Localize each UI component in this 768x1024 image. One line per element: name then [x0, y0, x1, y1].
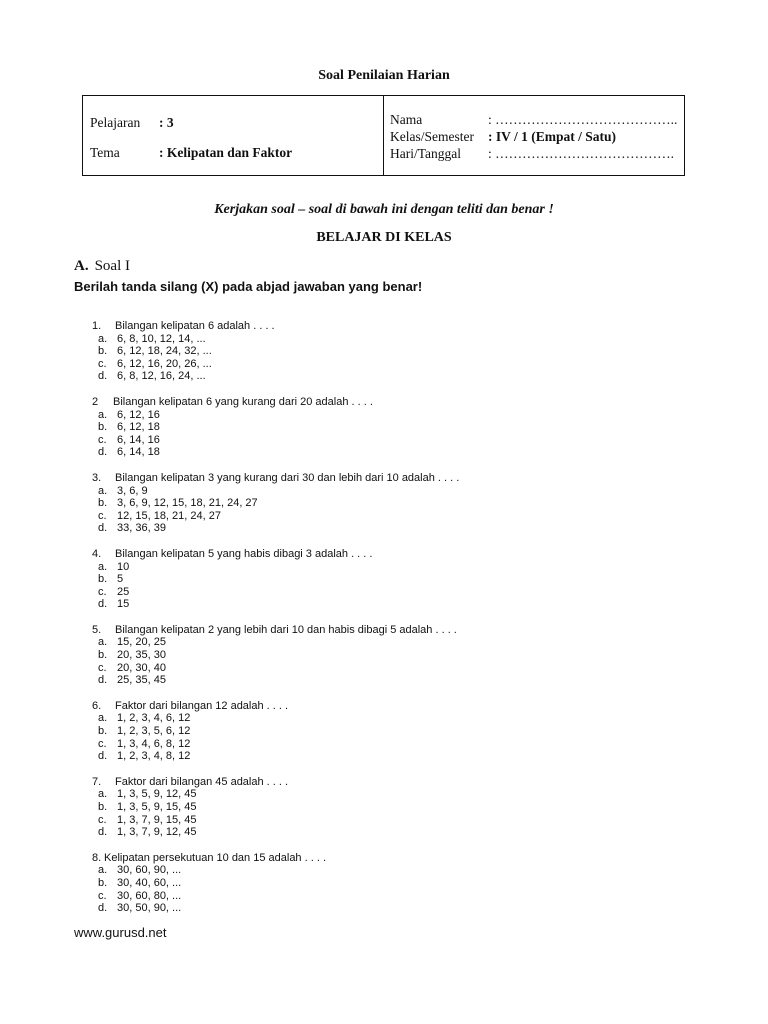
option-letter: d.	[98, 522, 108, 535]
answer-option[interactable]	[98, 434, 692, 447]
answer-option[interactable]	[98, 750, 692, 763]
question-text: Bilangan kelipatan 6 adalah . . . .	[115, 320, 275, 332]
question-line	[92, 548, 692, 561]
option-text: 30, 60, 80, ...	[117, 889, 182, 902]
answer-option[interactable]	[98, 890, 692, 903]
option-text: 1, 2, 3, 4, 6, 12	[117, 712, 191, 725]
question-text: Faktor dari bilangan 45 adalah . . . .	[115, 775, 289, 788]
answer-option[interactable]	[98, 370, 692, 383]
question-line	[92, 852, 692, 865]
option-text: 30, 60, 90, ...	[117, 864, 182, 877]
option-list	[98, 636, 692, 686]
option-letter: a.	[98, 864, 108, 877]
nama-value: : …………………………………..	[488, 112, 678, 127]
answer-option[interactable]	[98, 358, 692, 371]
answer-option[interactable]	[98, 801, 692, 814]
option-letter: b.	[98, 573, 108, 586]
subsection-heading	[74, 258, 130, 275]
option-list	[98, 333, 692, 383]
footer-url: www.gurusd.net	[74, 925, 167, 940]
option-letter: a.	[98, 788, 108, 801]
question-line	[92, 700, 692, 713]
option-text: 6, 12, 18	[117, 421, 160, 434]
subsection-label: Soal I	[94, 258, 131, 274]
option-letter: a.	[98, 408, 108, 421]
answer-option[interactable]	[98, 814, 692, 827]
answer-option[interactable]	[98, 662, 692, 675]
answer-option[interactable]	[98, 598, 692, 611]
option-letter: d.	[98, 750, 108, 763]
option-text: 30, 50, 90, ...	[117, 902, 182, 915]
question-text: Bilangan kelipatan 3 yang kurang dari 30 dan lebih dari 10 adalah . . . .	[115, 471, 460, 484]
question-number: 4.	[92, 547, 102, 560]
tema-row	[90, 145, 293, 161]
answer-option[interactable]	[98, 409, 692, 422]
option-letter: b.	[98, 421, 108, 434]
option-letter: b.	[98, 725, 108, 738]
option-text: 20, 35, 30	[117, 649, 166, 662]
answer-option[interactable]	[98, 788, 692, 801]
question-list	[92, 320, 692, 928]
option-text: 6, 12, 18, 24, 32, ...	[117, 345, 212, 358]
option-text: 5	[117, 573, 124, 586]
question-item	[92, 320, 692, 383]
option-text: 25, 35, 45	[117, 674, 166, 687]
option-text: 25	[117, 585, 130, 598]
option-letter: a.	[98, 636, 108, 649]
option-text: 6, 14, 16	[117, 433, 160, 446]
question-item	[92, 548, 692, 611]
option-letter: a.	[98, 560, 108, 573]
answer-option[interactable]	[98, 712, 692, 725]
option-letter: c.	[98, 585, 107, 598]
option-text: 1, 3, 4, 6, 8, 12	[117, 737, 191, 750]
option-text: 15, 20, 25	[117, 636, 166, 649]
option-text: 15	[117, 598, 130, 611]
nama-label: Nama	[390, 112, 423, 127]
option-letter: d.	[98, 446, 108, 459]
option-text: 1, 3, 7, 9, 15, 45	[117, 813, 197, 826]
answer-option[interactable]	[98, 573, 692, 586]
option-text: 6, 12, 16, 20, 26, ...	[117, 357, 212, 370]
option-letter: c.	[98, 357, 107, 370]
option-letter: b.	[98, 345, 108, 358]
option-letter: c.	[98, 737, 107, 750]
nama-row	[390, 112, 678, 128]
answer-option[interactable]	[98, 333, 692, 346]
option-letter: b.	[98, 497, 108, 510]
question-text: Bilangan kelipatan 2 yang lebih dari 10 dan habis dibagi 5 adalah . . . .	[115, 623, 457, 636]
question-number: 1.	[92, 320, 102, 332]
question-item	[92, 776, 692, 839]
option-letter: d.	[98, 370, 108, 383]
option-letter: d.	[98, 598, 108, 611]
option-text: 1, 2, 3, 4, 8, 12	[117, 750, 191, 763]
question-text: Bilangan kelipatan 6 yang kurang dari 20 adalah . . . .	[113, 395, 373, 408]
question-item	[92, 624, 692, 687]
option-list	[98, 485, 692, 535]
option-list	[98, 712, 692, 762]
question-text: Faktor dari bilangan 12 adalah . . . .	[115, 699, 289, 712]
question-item	[92, 472, 692, 535]
question-number: 6.	[92, 699, 102, 712]
hari-row	[390, 146, 675, 162]
option-text: 1, 3, 5, 9, 15, 45	[117, 801, 197, 813]
option-list	[98, 409, 692, 459]
question-item	[92, 852, 692, 915]
kelas-row	[390, 129, 617, 145]
option-list	[98, 561, 692, 611]
option-list	[98, 788, 692, 838]
option-text: 1, 2, 3, 5, 6, 12	[117, 725, 191, 738]
option-letter: c.	[98, 661, 107, 674]
question-item	[92, 700, 692, 763]
option-letter: c.	[98, 889, 107, 902]
info-right-cell	[384, 96, 684, 175]
option-letter: a.	[98, 712, 108, 725]
answer-option[interactable]	[98, 345, 692, 358]
question-item	[92, 396, 692, 459]
answer-option[interactable]	[98, 902, 692, 915]
page-title: Soal Penilaian Harian	[318, 68, 450, 83]
option-text: 3, 6, 9, 12, 15, 18, 21, 24, 27	[117, 497, 258, 510]
option-text: 10	[117, 560, 130, 573]
option-text: 1, 3, 5, 9, 12, 45	[117, 788, 197, 801]
question-number: 5.	[92, 623, 102, 636]
info-table	[82, 95, 685, 176]
answer-option[interactable]	[98, 421, 692, 434]
instruction-text: Kerjakan soal – soal di bawah ini dengan teliti dan benar !	[214, 202, 554, 217]
option-text: 3, 6, 9	[117, 484, 148, 497]
question-text: Kelipatan persekutuan 10 dan 15 adalah . . . .	[104, 851, 326, 864]
answer-option[interactable]	[98, 864, 692, 877]
question-line	[92, 472, 692, 485]
option-letter: a.	[98, 332, 108, 345]
option-list	[98, 864, 692, 914]
option-text: 33, 36, 39	[117, 522, 166, 535]
pelajaran-value: : 3	[159, 115, 174, 130]
option-text: 6, 12, 16	[117, 408, 160, 421]
answer-option[interactable]	[98, 446, 692, 459]
option-text: 12, 15, 18, 21, 24, 27	[117, 509, 221, 522]
pelajaran-label: Pelajaran	[90, 115, 141, 130]
option-letter: c.	[98, 509, 107, 522]
subsection-letter: A.	[74, 258, 89, 274]
option-letter: d.	[98, 826, 108, 839]
answer-option[interactable]	[98, 586, 692, 599]
question-line	[92, 320, 692, 333]
answer-option[interactable]	[98, 674, 692, 687]
section-heading: BELAJAR DI KELAS	[316, 230, 452, 245]
question-text: Bilangan kelipatan 5 yang habis dibagi 3 adalah . . . .	[115, 547, 373, 560]
option-text: 20, 30, 40	[117, 661, 166, 674]
answer-option[interactable]	[98, 561, 692, 574]
answer-option[interactable]	[98, 877, 692, 890]
option-letter: b.	[98, 649, 108, 662]
question-line	[92, 624, 692, 637]
option-text: 6, 8, 12, 16, 24, ...	[117, 370, 206, 383]
answer-option[interactable]	[98, 522, 692, 535]
info-left-cell	[83, 96, 384, 175]
answer-option[interactable]	[98, 826, 692, 839]
tema-label: Tema	[90, 145, 120, 160]
option-letter: c.	[98, 813, 107, 826]
kelas-label: Kelas/Semester	[390, 129, 474, 144]
hari-value: : ………………………………….	[488, 146, 675, 161]
answer-option[interactable]	[98, 649, 692, 662]
option-text: 6, 14, 18	[117, 446, 160, 459]
answer-option[interactable]	[98, 636, 692, 649]
answer-option[interactable]	[98, 485, 692, 498]
option-letter: a.	[98, 484, 108, 497]
option-text: 30, 40, 60, ...	[117, 876, 182, 889]
kelas-value: : IV / 1 (Empat / Satu)	[488, 129, 617, 144]
option-letter: d.	[98, 902, 108, 915]
option-letter: c.	[98, 433, 107, 446]
answer-option[interactable]	[98, 738, 692, 751]
question-number: 2	[92, 395, 99, 408]
question-line	[92, 396, 692, 409]
option-text: 6, 8, 10, 12, 14, ...	[117, 332, 206, 345]
question-number: 8.	[92, 851, 102, 864]
option-text: 1, 3, 7, 9, 12, 45	[117, 826, 197, 839]
option-letter: b.	[98, 801, 108, 813]
option-letter: b.	[98, 876, 108, 889]
hari-label: Hari/Tanggal	[390, 146, 462, 161]
answer-option[interactable]	[98, 725, 692, 738]
directive-text: Berilah tanda silang (X) pada abjad jawaban yang benar!	[74, 279, 423, 294]
question-number: 3.	[92, 471, 102, 484]
question-line	[92, 776, 692, 789]
pelajaran-row	[90, 115, 174, 131]
tema-value: : Kelipatan dan Faktor	[159, 145, 293, 160]
answer-option[interactable]	[98, 510, 692, 523]
option-letter: d.	[98, 674, 108, 687]
question-number: 7.	[92, 775, 102, 788]
answer-option[interactable]	[98, 497, 692, 510]
